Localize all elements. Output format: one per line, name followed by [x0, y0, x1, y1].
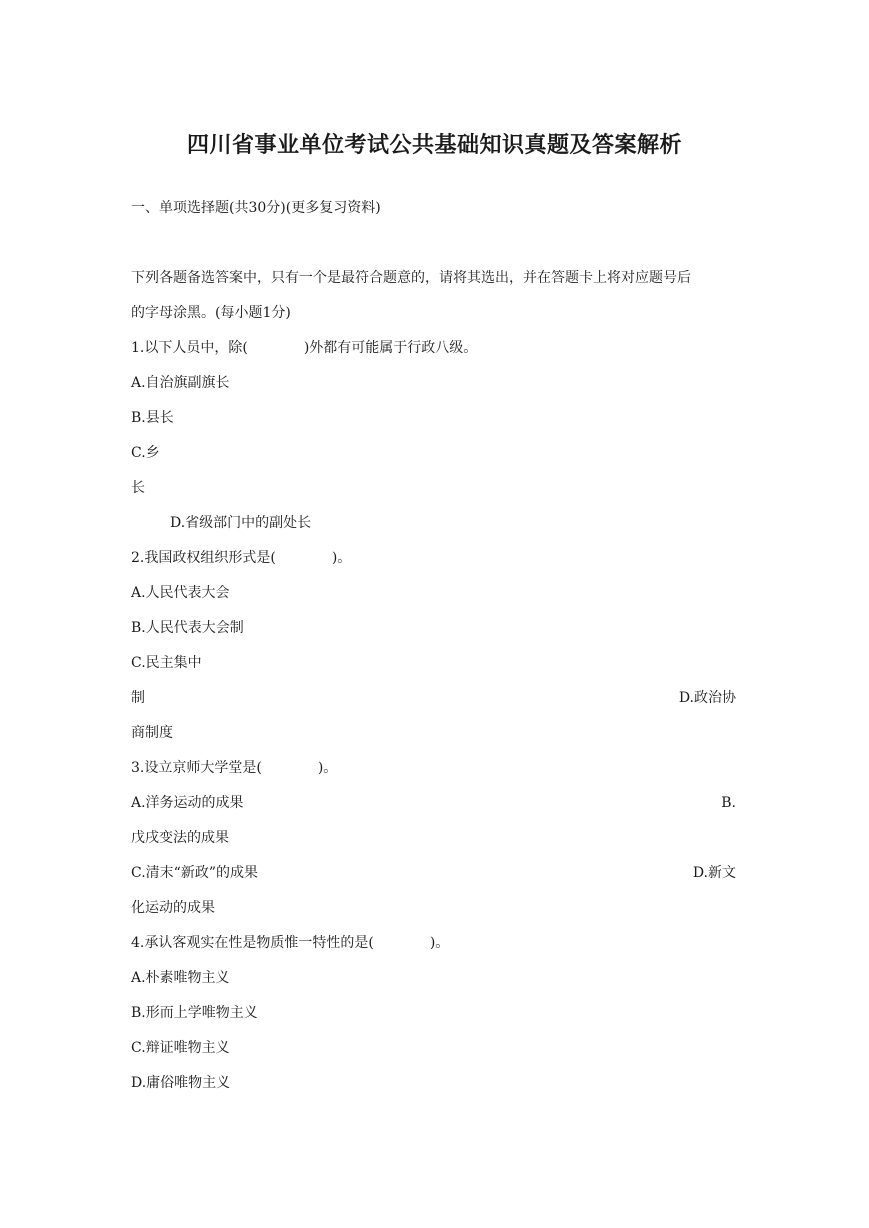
question-3-option-b: B. — [721, 795, 736, 811]
instructions-line-1: 下列各题备选答案中，只有一个是最符合题意的，请将其选出，并在答题卡上将对应题号后 — [131, 270, 691, 286]
question-3-option-d-wrap: 化运动的成果 — [131, 900, 215, 916]
question-4-option-b: B.形而上学唯物主义 — [131, 1005, 258, 1021]
question-3-option-a: A.洋务运动的成果 — [131, 795, 244, 811]
question-1-option-c-wrap: 长 — [131, 480, 145, 496]
question-2-option-c-wrap: 制 — [131, 690, 145, 706]
question-2-option-d-wrap: 商制度 — [131, 725, 173, 741]
question-4-option-d: D.庸俗唯物主义 — [131, 1075, 231, 1091]
question-4-stem: 4.承认客观实在性是物质惟一特性的是( )。 — [131, 935, 450, 951]
question-1-option-a: A.自治旗副旗长 — [131, 375, 230, 391]
question-2-stem: 2.我国政权组织形式是( )。 — [131, 550, 352, 566]
question-1-option-c: C.乡 — [131, 445, 160, 461]
question-4-option-c: C.辩证唯物主义 — [131, 1040, 230, 1056]
question-3-option-b-wrap: 戊戌变法的成果 — [131, 830, 229, 846]
instructions-line-2: 的字母涂黑。(每小题1分) — [131, 305, 291, 321]
section-heading: 一、单项选择题(共30分)(更多复习资料) — [131, 200, 381, 216]
question-1-stem: 1.以下人员中，除( )外都有可能属于行政八级。 — [131, 340, 478, 356]
question-2-option-b: B.人民代表大会制 — [131, 620, 244, 636]
question-2-option-a: A.人民代表大会 — [131, 585, 230, 601]
question-1-option-d: D.省级部门中的副处长 — [170, 515, 312, 531]
question-3-option-c: C.清末“新政”的成果 — [131, 865, 258, 881]
question-2-option-d: D.政治协 — [678, 690, 736, 706]
question-3-stem: 3.设立京师大学堂是( )。 — [131, 760, 338, 776]
question-3-option-d: D.新文 — [692, 865, 736, 881]
question-2-option-c: C.民主集中 — [131, 655, 202, 671]
question-1-option-b: B.县长 — [131, 410, 174, 426]
document-title: 四川省事业单位考试公共基础知识真题及答案解析 — [186, 133, 682, 158]
question-4-option-a: A.朴素唯物主义 — [131, 970, 230, 986]
